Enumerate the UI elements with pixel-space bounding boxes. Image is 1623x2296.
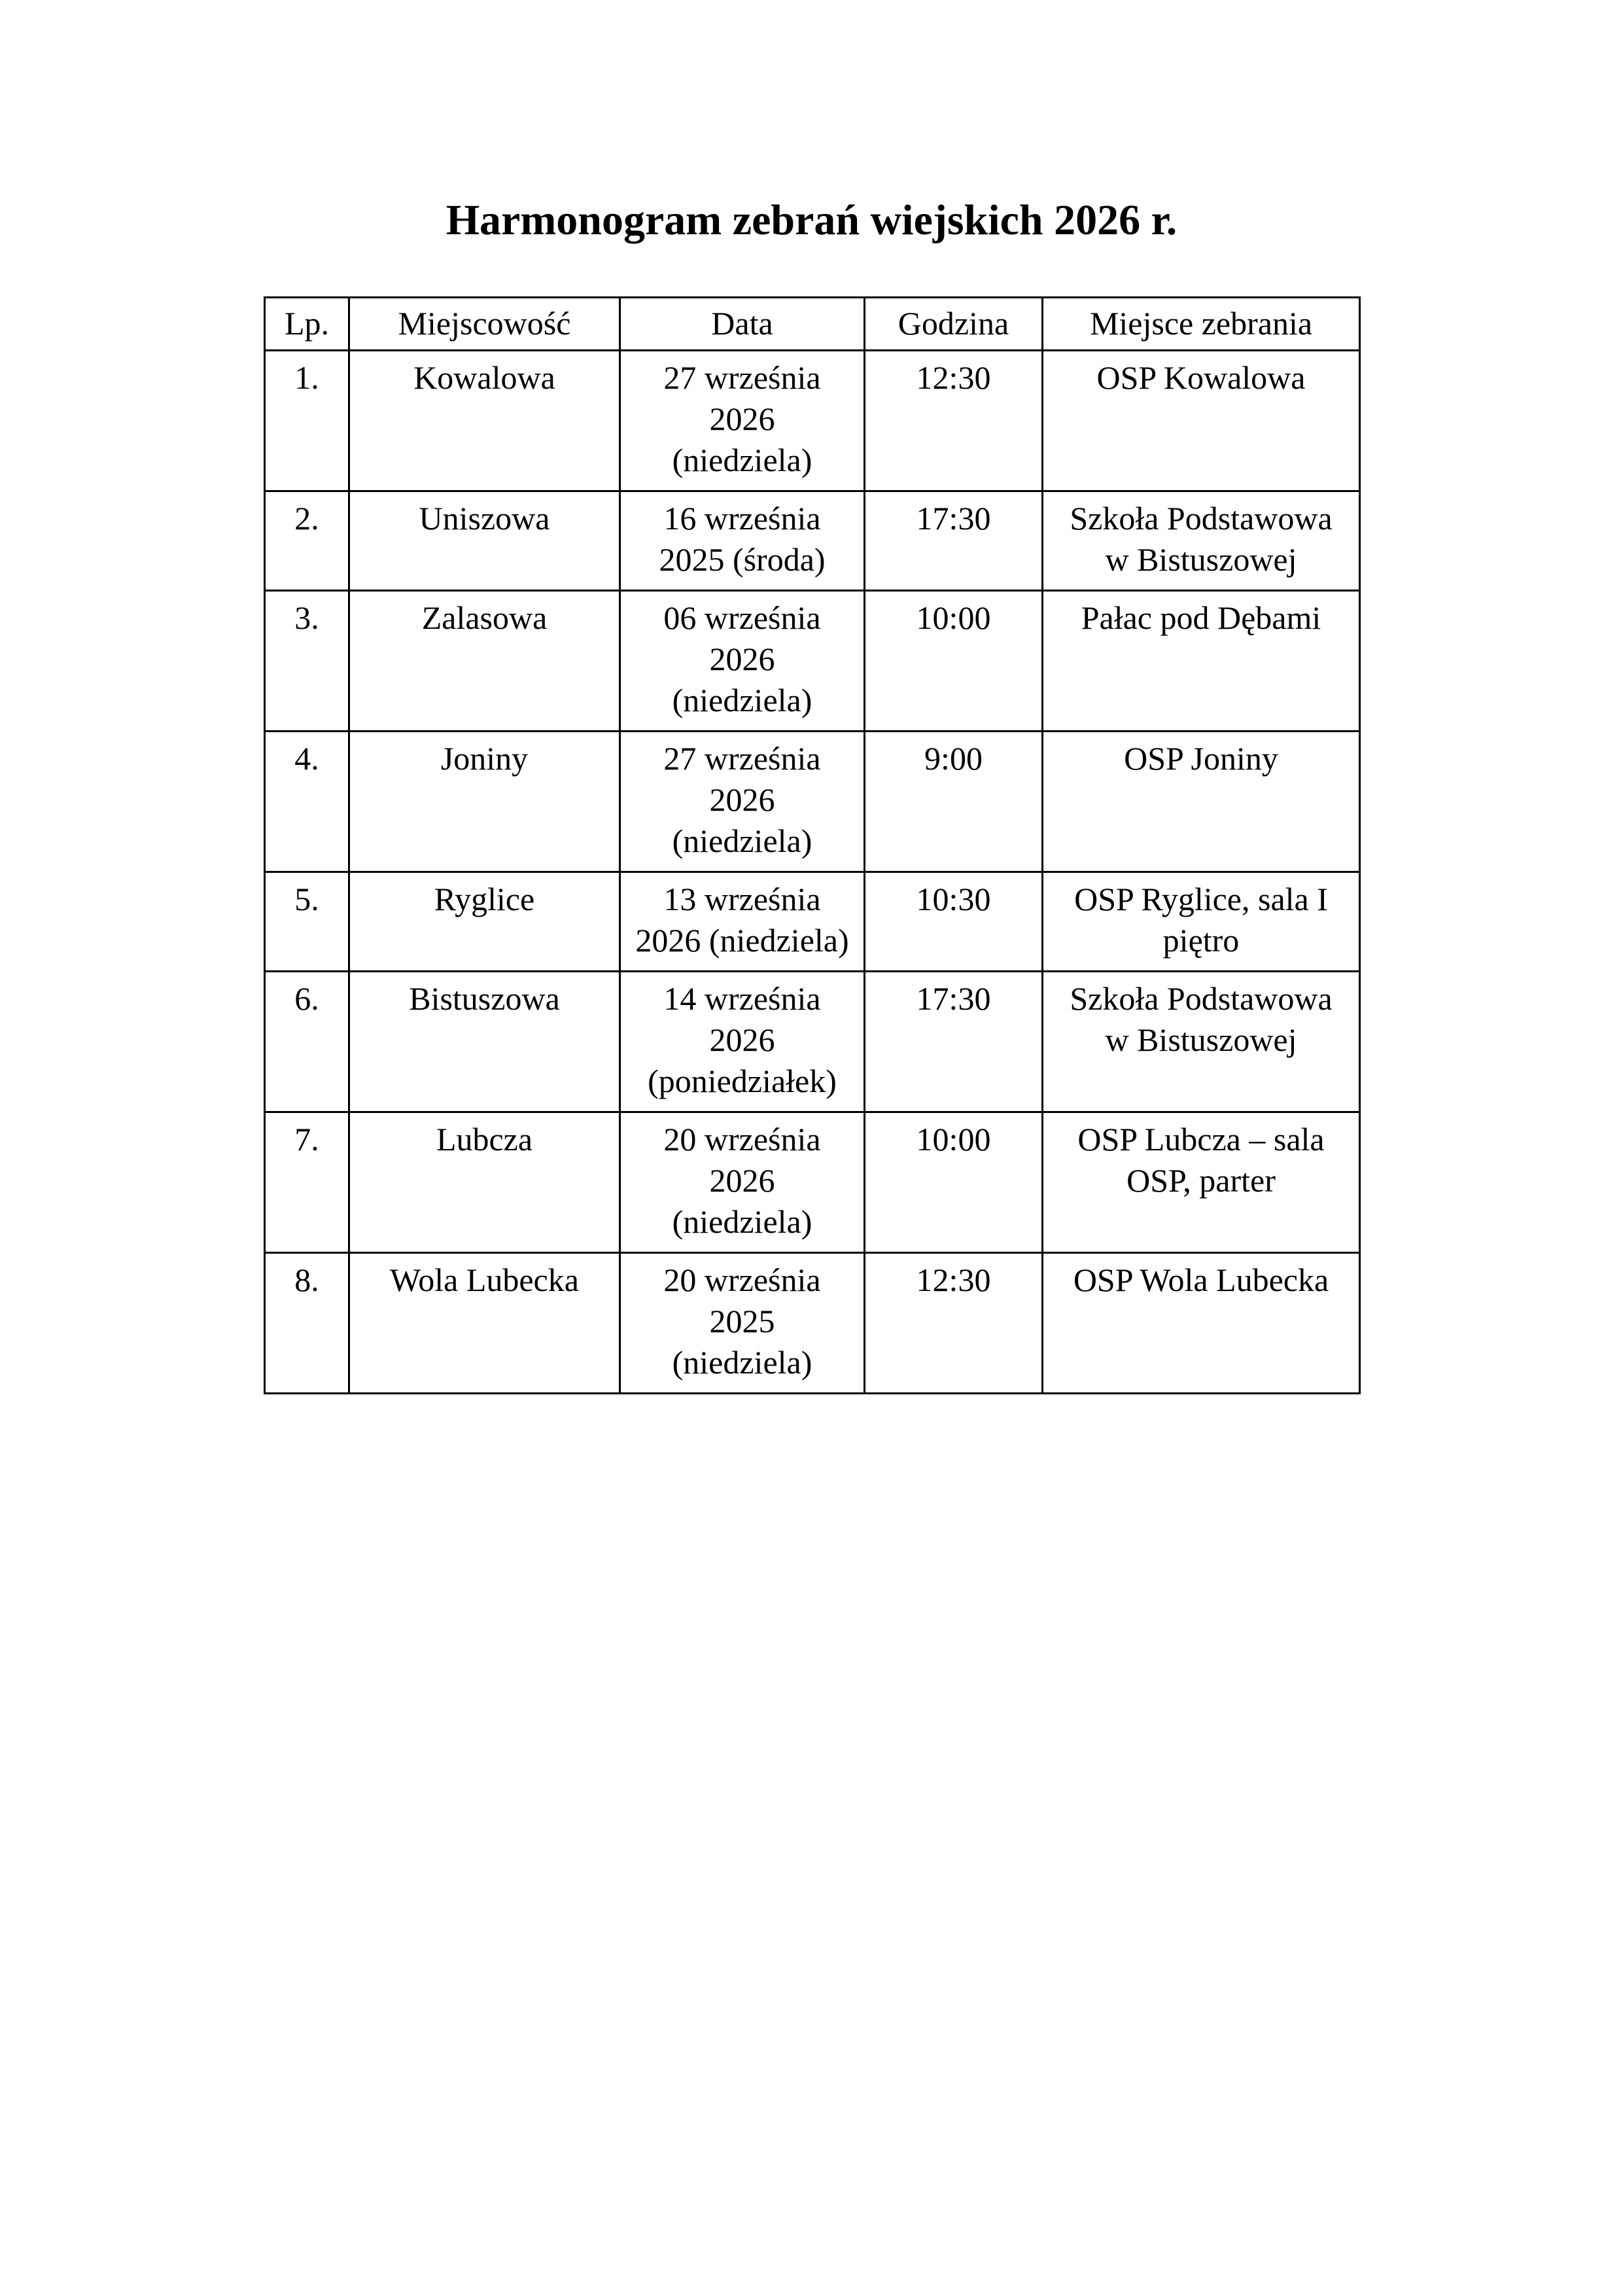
cell-hour: 10:00: [865, 1112, 1043, 1253]
cell-venue: Szkoła Podstawowa w Bistuszowej: [1043, 491, 1360, 591]
cell-lp: 6.: [265, 972, 349, 1112]
cell-date: 20 września 2025 (niedziela): [620, 1253, 865, 1394]
cell-place: Wola Lubecka: [349, 1253, 620, 1394]
cell-venue: OSP Kowalowa: [1043, 351, 1360, 491]
table-header-row: [265, 298, 1360, 351]
cell-venue: OSP Lubcza – sala OSP, parter: [1043, 1112, 1360, 1253]
cell-place: Uniszowa: [349, 491, 620, 591]
table-row: [265, 972, 1360, 1112]
cell-place: Zalasowa: [349, 591, 620, 732]
document-title: Harmonogram zebrań wiejskich 2026 r.: [445, 196, 1178, 244]
cell-venue: OSP Ryglice, sala I piętro: [1043, 872, 1360, 972]
table-row: [265, 1112, 1360, 1253]
header-hour: Godzina: [865, 298, 1043, 351]
cell-hour: 12:30: [865, 1253, 1043, 1394]
cell-hour: 9:00: [865, 732, 1043, 872]
cell-date: 16 września 2025 (środa): [620, 491, 865, 591]
cell-place: Joniny: [349, 732, 620, 872]
cell-venue: Pałac pod Dębami: [1043, 591, 1360, 732]
cell-hour: 10:30: [865, 872, 1043, 972]
cell-lp: 8.: [265, 1253, 349, 1394]
cell-place: Bistuszowa: [349, 972, 620, 1112]
header-place: Miejscowość: [349, 298, 620, 351]
cell-date: 06 września 2026 (niedziela): [620, 591, 865, 732]
cell-date: 14 września 2026 (poniedziałek): [620, 972, 865, 1112]
header-venue: Miejsce zebrania: [1043, 298, 1360, 351]
cell-venue: Szkoła Podstawowa w Bistuszowej: [1043, 972, 1360, 1112]
cell-place: Kowalowa: [349, 351, 620, 491]
cell-hour: 17:30: [865, 491, 1043, 591]
header-date: Data: [620, 298, 865, 351]
cell-venue: OSP Joniny: [1043, 732, 1360, 872]
cell-date: 27 września 2026 (niedziela): [620, 351, 865, 491]
cell-hour: 12:30: [865, 351, 1043, 491]
cell-venue: OSP Wola Lubecka: [1043, 1253, 1360, 1394]
cell-date: 20 września 2026 (niedziela): [620, 1112, 865, 1253]
cell-hour: 17:30: [865, 972, 1043, 1112]
cell-lp: 5.: [265, 872, 349, 972]
cell-lp: 7.: [265, 1112, 349, 1253]
table-row: [265, 732, 1360, 872]
header-lp: Lp.: [265, 298, 349, 351]
meetings-schedule-table: [264, 296, 1361, 1394]
cell-lp: 2.: [265, 491, 349, 591]
table-row: [265, 1253, 1360, 1394]
cell-lp: 3.: [265, 591, 349, 732]
cell-place: Lubcza: [349, 1112, 620, 1253]
table-row: [265, 491, 1360, 591]
cell-date: 13 września 2026 (niedziela): [620, 872, 865, 972]
cell-date: 27 września 2026 (niedziela): [620, 732, 865, 872]
cell-hour: 10:00: [865, 591, 1043, 732]
cell-place: Ryglice: [349, 872, 620, 972]
table-row: [265, 351, 1360, 491]
table-row: [265, 872, 1360, 972]
cell-lp: 4.: [265, 732, 349, 872]
table-row: [265, 591, 1360, 732]
cell-lp: 1.: [265, 351, 349, 491]
